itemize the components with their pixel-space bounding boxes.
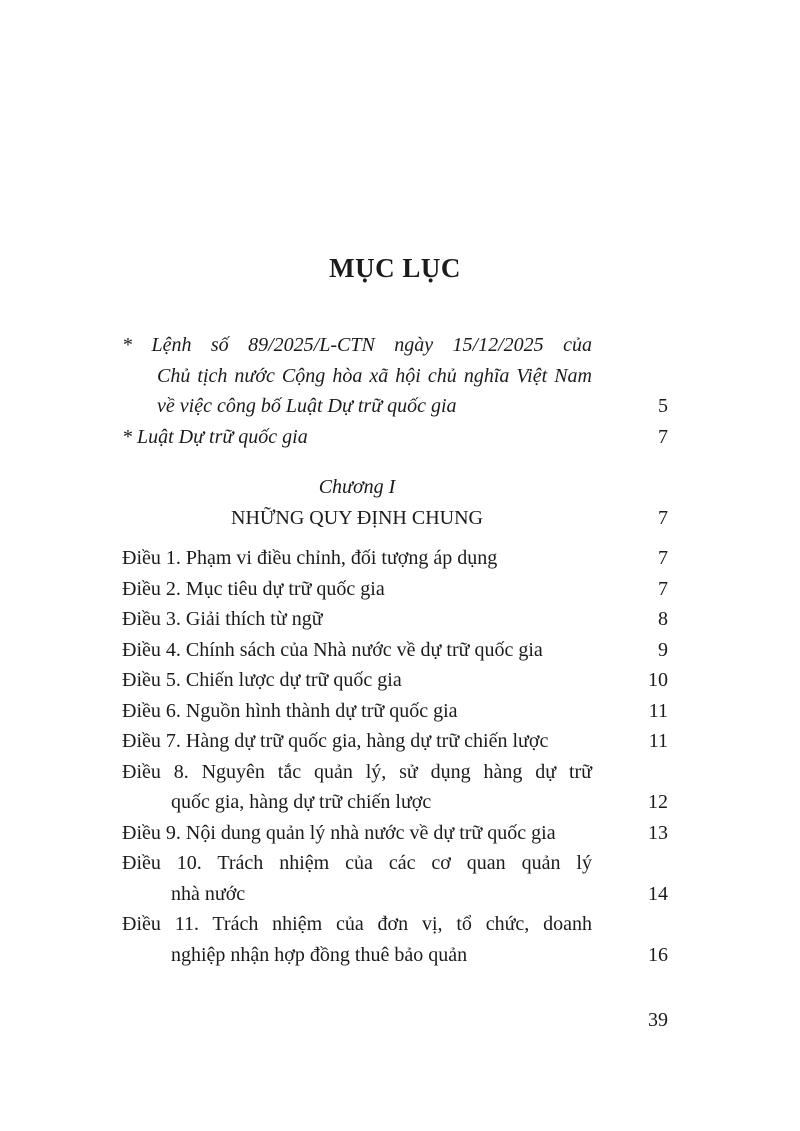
toc-entry-line: Điều 9. Nội dung quản lý nhà nước về dự trữ quốc gia <box>122 821 556 844</box>
toc-entry-line: Điều 11. Trách nhiệm của đơn vị, tổ chức, doanh <box>122 913 592 935</box>
toc-entry-line: Điều 8. Nguyên tắc quản lý, sử dụng hàng dự trữ <box>122 760 592 783</box>
toc-entry-text <box>122 635 592 666</box>
toc-entry-line: Điều 6. Nguồn hình thành dự trữ quốc gia <box>122 699 458 722</box>
toc-entry <box>122 696 668 727</box>
toc-entry-text <box>122 726 592 757</box>
toc-content <box>122 0 668 1036</box>
toc-entry-line: Điều 5. Chiến lược dự trữ quốc gia <box>122 669 402 691</box>
toc-entry <box>122 665 668 696</box>
toc-entry-line: * Luật Dự trữ quốc gia <box>122 425 308 448</box>
toc-entry-page-number: 7 <box>658 425 668 448</box>
toc-entry <box>122 635 668 666</box>
toc-entry <box>122 330 668 422</box>
toc-entry-page-number: 8 <box>658 608 668 630</box>
toc-entry-text <box>122 574 592 605</box>
toc-entry-page-number: 14 <box>648 882 668 905</box>
toc-entry-text <box>122 665 592 696</box>
toc-entry-page-number: 13 <box>648 821 668 844</box>
toc-entry <box>122 604 668 635</box>
toc-entry-line: Chương I <box>318 476 396 498</box>
toc-entry-text <box>122 503 592 534</box>
toc-entry-text <box>122 604 592 635</box>
toc-entry <box>122 848 668 909</box>
toc-entry <box>122 422 668 453</box>
toc-title: MỤC LỤC <box>329 253 461 283</box>
toc-entry-line: nhà nước <box>171 882 246 905</box>
toc-entry-text <box>122 848 592 909</box>
toc-entry-line: Điều 3. Giải thích từ ngữ <box>122 608 323 630</box>
toc-entry-text <box>122 422 592 453</box>
toc-entry-page-number: 7 <box>658 506 668 529</box>
toc-entry-page-number: 12 <box>648 791 668 813</box>
toc-entry-page-number: 11 <box>648 699 668 722</box>
toc-entry-text <box>122 909 592 970</box>
toc-entry <box>122 472 668 503</box>
toc-entry-line: * Lệnh số 89/2025/L-CTN ngày 15/12/2025 của <box>122 334 592 356</box>
toc-entry-line: nghiệp nhận hợp đồng thuê bảo quản <box>171 943 468 966</box>
toc-entry-text <box>122 330 592 422</box>
toc-entry-line: Điều 2. Mục tiêu dự trữ quốc gia <box>122 577 385 600</box>
toc-entry-line: Điều 7. Hàng dự trữ quốc gia, hàng dự trữ chiến lược <box>122 730 549 752</box>
toc-entries <box>122 330 668 970</box>
toc-entry <box>122 726 668 757</box>
toc-entry-line: Điều 4. Chính sách của Nhà nước về dự trữ quốc gia <box>122 638 543 661</box>
toc-entry-page-number: 9 <box>658 638 668 661</box>
toc-entry-text <box>122 818 592 849</box>
toc-entry <box>122 543 668 574</box>
toc-entry <box>122 757 668 818</box>
toc-entry-page-number: 10 <box>648 669 668 691</box>
toc-entry-page-number: 7 <box>658 547 668 569</box>
toc-entry-line: Chủ tịch nước Cộng hòa xã hội chủ nghĩa Việt Nam <box>157 364 592 387</box>
toc-entry-text <box>122 757 592 818</box>
toc-entry-line: quốc gia, hàng dự trữ chiến lược <box>171 791 432 813</box>
toc-entry-text <box>122 696 592 727</box>
toc-entry-page-number: 16 <box>648 943 668 966</box>
toc-entry-line: Điều 1. Phạm vi điều chỉnh, đối tượng áp dụng <box>122 547 498 569</box>
toc-entry <box>122 909 668 970</box>
toc-entry-line: Điều 10. Trách nhiệm của các cơ quan quản lý <box>122 852 592 874</box>
toc-entry-text <box>122 543 592 574</box>
toc-entry-line: NHỮNG QUY ĐỊNH CHUNG <box>231 506 483 529</box>
toc-entry-text <box>122 472 592 503</box>
toc-entry-line: về việc công bố Luật Dự trữ quốc gia <box>157 395 457 417</box>
toc-entry <box>122 503 668 534</box>
toc-entry <box>122 574 668 605</box>
toc-entry <box>122 818 668 849</box>
toc-entry-page-number: 7 <box>658 577 668 600</box>
page-number: 39 <box>648 1009 668 1031</box>
toc-entry-page-number: 5 <box>658 395 668 417</box>
toc-entry-page-number: 11 <box>648 730 668 752</box>
